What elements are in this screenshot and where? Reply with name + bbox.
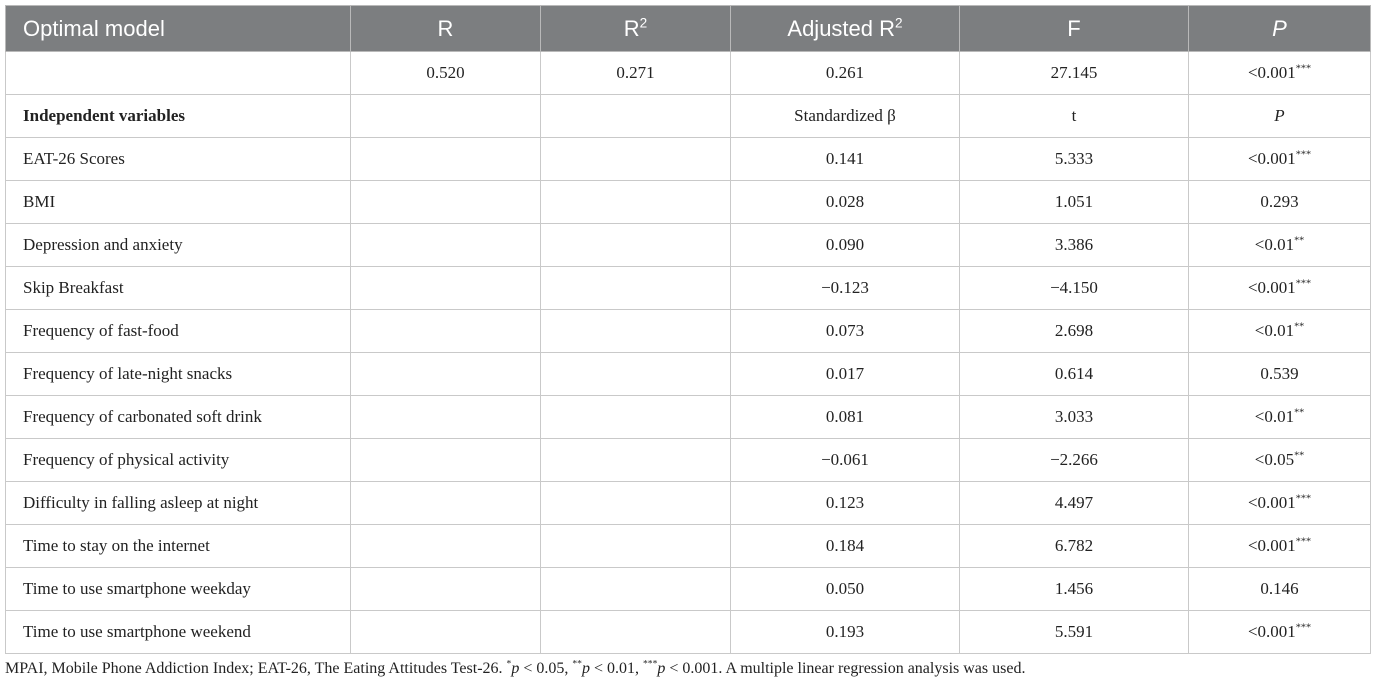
p-value: 0.539 bbox=[1189, 353, 1371, 396]
empty-cell bbox=[541, 396, 731, 439]
header-r2: $R^2$ bbox=[541, 6, 731, 52]
model-adj-r2: 0.261 bbox=[731, 52, 960, 95]
model-p: <0.001*** bbox=[1189, 52, 1371, 95]
p-value: <0.001*** bbox=[1189, 138, 1371, 181]
p-value: <0.01** bbox=[1189, 224, 1371, 267]
variable-label: Frequency of carbonated soft drink bbox=[6, 396, 351, 439]
variable-label: Frequency of late-night snacks bbox=[6, 353, 351, 396]
table-row bbox=[6, 611, 1371, 654]
beta-value: 0.090 bbox=[731, 224, 960, 267]
empty-cell bbox=[541, 525, 731, 568]
variable-label: Time to use smartphone weekday bbox=[6, 568, 351, 611]
empty-cell bbox=[351, 482, 541, 525]
empty-cell bbox=[541, 568, 731, 611]
empty-cell bbox=[541, 439, 731, 482]
empty-cell bbox=[541, 95, 731, 138]
table-row bbox=[6, 138, 1371, 181]
variable-label: EAT-26 Scores bbox=[6, 138, 351, 181]
variable-label: Frequency of fast-food bbox=[6, 310, 351, 353]
empty-cell bbox=[541, 353, 731, 396]
p-value: <0.001*** bbox=[1189, 525, 1371, 568]
table-row bbox=[6, 396, 1371, 439]
model-f: 27.145 bbox=[960, 52, 1189, 95]
beta-value: 0.028 bbox=[731, 181, 960, 224]
t-value: 6.782 bbox=[960, 525, 1189, 568]
empty-cell bbox=[351, 95, 541, 138]
t-value: 3.033 bbox=[960, 396, 1189, 439]
subheader-row bbox=[6, 95, 1371, 138]
p-value: 0.293 bbox=[1189, 181, 1371, 224]
header-p: P bbox=[1189, 6, 1371, 52]
beta-value: 0.081 bbox=[731, 396, 960, 439]
empty-cell bbox=[541, 611, 731, 654]
p-value: <0.001*** bbox=[1189, 611, 1371, 654]
empty-cell bbox=[351, 138, 541, 181]
subheader-t: t bbox=[960, 95, 1189, 138]
p-value: <0.001*** bbox=[1189, 482, 1371, 525]
header-adjusted-r2: Adjusted $R^2$ bbox=[731, 6, 960, 52]
beta-value: 0.073 bbox=[731, 310, 960, 353]
t-value: 3.386 bbox=[960, 224, 1189, 267]
empty-cell bbox=[351, 568, 541, 611]
regression-table bbox=[5, 5, 1371, 654]
variable-label: BMI bbox=[6, 181, 351, 224]
empty-cell bbox=[351, 611, 541, 654]
table-row bbox=[6, 224, 1371, 267]
variable-label: Time to use smartphone weekend bbox=[6, 611, 351, 654]
t-value: 0.614 bbox=[960, 353, 1189, 396]
beta-value: 0.193 bbox=[731, 611, 960, 654]
empty-cell bbox=[351, 310, 541, 353]
variable-label: Depression and anxiety bbox=[6, 224, 351, 267]
empty-cell bbox=[541, 224, 731, 267]
table-row bbox=[6, 482, 1371, 525]
empty-cell bbox=[351, 224, 541, 267]
variable-label: Time to stay on the internet bbox=[6, 525, 351, 568]
subheader-beta: Standardized β bbox=[731, 95, 960, 138]
beta-value: −0.061 bbox=[731, 439, 960, 482]
empty-cell bbox=[351, 353, 541, 396]
table-row bbox=[6, 267, 1371, 310]
p-value: <0.01** bbox=[1189, 396, 1371, 439]
empty-cell bbox=[541, 138, 731, 181]
empty-cell bbox=[541, 482, 731, 525]
t-value: 5.333 bbox=[960, 138, 1189, 181]
table-row bbox=[6, 439, 1371, 482]
p-value: <0.001*** bbox=[1189, 267, 1371, 310]
empty-cell bbox=[351, 525, 541, 568]
model-r: 0.520 bbox=[351, 52, 541, 95]
beta-value: 0.123 bbox=[731, 482, 960, 525]
header-f: F bbox=[960, 6, 1189, 52]
empty-cell bbox=[351, 267, 541, 310]
t-value: 1.051 bbox=[960, 181, 1189, 224]
beta-value: 0.141 bbox=[731, 138, 960, 181]
header-r: R bbox=[351, 6, 541, 52]
table-row bbox=[6, 181, 1371, 224]
t-value: 1.456 bbox=[960, 568, 1189, 611]
variable-label: Difficulty in falling asleep at night bbox=[6, 482, 351, 525]
t-value: 5.591 bbox=[960, 611, 1189, 654]
header-row bbox=[6, 6, 1371, 52]
t-value: 2.698 bbox=[960, 310, 1189, 353]
empty-cell bbox=[351, 181, 541, 224]
variable-label: Frequency of physical activity bbox=[6, 439, 351, 482]
t-value: −2.266 bbox=[960, 439, 1189, 482]
subheader-p: P bbox=[1189, 95, 1371, 138]
table-row bbox=[6, 310, 1371, 353]
empty-cell bbox=[541, 181, 731, 224]
model-row bbox=[6, 52, 1371, 95]
table-footnote: MPAI, Mobile Phone Addiction Index; EAT-26, The Eating Attitudes Test-26. *p < 0.05, **p < 0.01, ***p < 0.001. A multiple linear regression analysis was used. bbox=[5, 658, 1026, 677]
table-row bbox=[6, 525, 1371, 568]
table-row bbox=[6, 568, 1371, 611]
p-value: <0.01** bbox=[1189, 310, 1371, 353]
empty-cell bbox=[351, 439, 541, 482]
header-optimal-model: Optimal model bbox=[6, 6, 351, 52]
beta-value: 0.017 bbox=[731, 353, 960, 396]
t-value: 4.497 bbox=[960, 482, 1189, 525]
variable-label: Skip Breakfast bbox=[6, 267, 351, 310]
subheader-independent-variables: Independent variables bbox=[6, 95, 351, 138]
empty-cell bbox=[541, 267, 731, 310]
table-row bbox=[6, 353, 1371, 396]
empty-cell bbox=[351, 396, 541, 439]
model-r2: 0.271 bbox=[541, 52, 731, 95]
p-value: 0.146 bbox=[1189, 568, 1371, 611]
beta-value: 0.050 bbox=[731, 568, 960, 611]
beta-value: −0.123 bbox=[731, 267, 960, 310]
t-value: −4.150 bbox=[960, 267, 1189, 310]
empty-cell bbox=[541, 310, 731, 353]
p-value: <0.05** bbox=[1189, 439, 1371, 482]
model-label-cell bbox=[6, 52, 351, 95]
beta-value: 0.184 bbox=[731, 525, 960, 568]
